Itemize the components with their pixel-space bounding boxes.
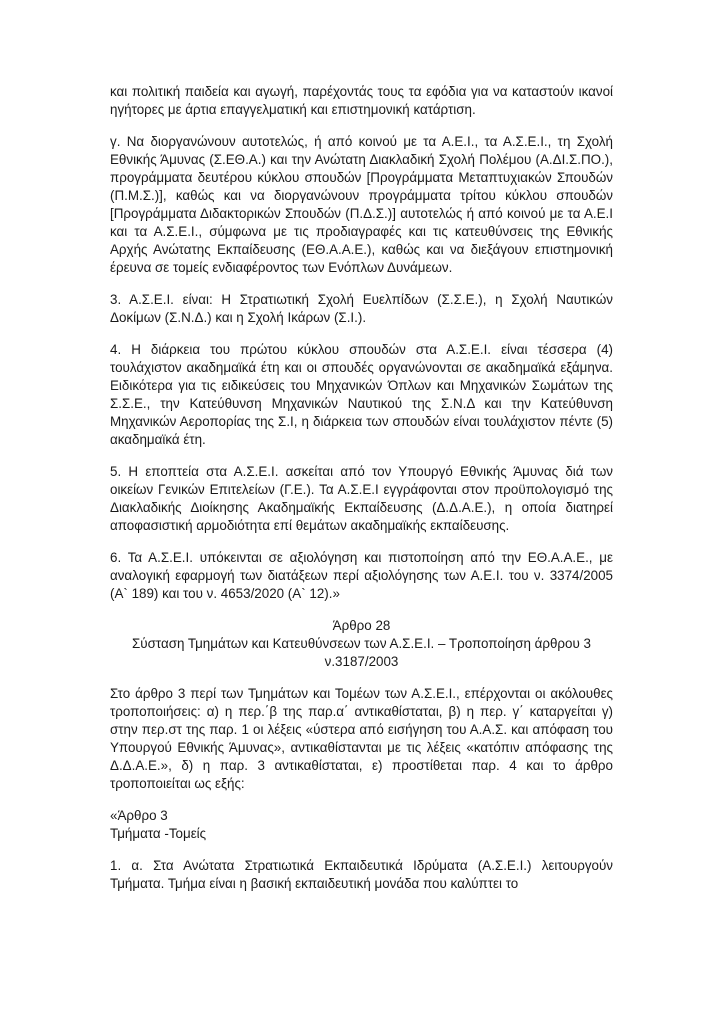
article-3-heading (110, 807, 613, 843)
paragraph-6: 6. Τα Α.Σ.Ε.Ι. υπόκεινται σε αξιολόγηση και πιστοποίηση από την ΕΘ.Α.Α.Ε., με αναλογική εφαρμογή των διατάξεων περί αξιολόγησης των Α.Ε.Ι. του ν. 3374/2005 (Α` 189) και του ν. 4653/2020 (Α` 12).» (110, 550, 613, 601)
amendment-paragraph: Στο άρθρο 3 περί των Τμημάτων και Τομέων των Α.Σ.Ε.Ι., επέρχονται οι ακόλουθες τροποποιήσεις: α) η περ.΄β της παρ.α΄ αντικαθίσταται, β) η περ. γ΄ καταργείται γ) στην περ.στ της παρ. 1 οι λέξεις «ύστερα από εισήγηση του Α.Α.Σ. και απόφαση του Υπουργού Εθνικής Άμυνας», αντικαθίστανται με τις λέξεις «κατόπιν απόφασης της Δ.Δ.Α.Ε.», δ) η παρ. 3 αντικαθίσταται, ε) προστίθεται παρ. 4 και το άρθρο τροποποιείται ως εξής: (110, 686, 613, 791)
paragraph-4: 4. Η διάρκεια του πρώτου κύκλου σπουδών στα Α.Σ.Ε.Ι. είναι τέσσερα (4) τουλάχιστον ακαδημαϊκά έτη και οι σπουδές οργανώνονται σε ακαδημαϊκά εξάμηνα. Ειδικότερα για τις ειδικεύσεις του Μηχανικών Όπλων και Μηχανικών Σωμάτων της Σ.Σ.Ε., την Κατεύθυνση Μηχανικών Ναυτικού της Σ.Ν.Δ και την Κατεύθυνση Μηχανικών Αεροπορίας της Σ.Ι, η διάρκεια των σπουδών είναι τουλάχιστον πέντε (5) ακαδημαϊκά έτη. (110, 342, 613, 447)
article-title-line-1: Σύσταση Τμημάτων και Κατευθύνσεων των Α.Σ.Ε.Ι. – Τροποποίηση άρθρου 3 (131, 636, 591, 651)
article-28-heading (110, 617, 613, 671)
article-3-number: «Άρθρο 3 (110, 808, 168, 823)
article-3-title: Τμήματα -Τομείς (110, 826, 207, 841)
paragraph-1a: 1. α. Στα Ανώτατα Στρατιωτικά Εκπαιδευτικά Ιδρύματα (Α.Σ.Ε.Ι.) λειτουργούν Τμήματα. Τμήμα είναι η βασική εκπαιδευτική μονάδα που καλύπτει το (110, 858, 613, 891)
article-number: Άρθρο 28 (332, 618, 391, 633)
paragraph-5: 5. Η εποπτεία στα Α.Σ.Ε.Ι. ασκείται από τον Υπουργό Εθνικής Άμυνας διά των οικείων Γενικών Επιτελείων (Γ.Ε.). Τα Α.Σ.Ε.Ι εγγράφονται στον προϋπολογισμό της Διακλαδικής Διοίκησης Ακαδημαϊκής Εκπαίδευσης (Δ.Δ.Α.Ε.), η οποία διατηρεί αποφασιστική αρμοδιότητα επί θεμάτων ακαδημαϊκής εκπαίδευσης. (110, 464, 613, 533)
paragraph-3: 3. Α.Σ.Ε.Ι. είναι: Η Στρατιωτική Σχολή Ευελπίδων (Σ.Σ.Ε.), η Σχολή Ναυτικών Δοκίμων (Σ.Ν.Δ.) και η Σχολή Ικάρων (Σ.Ι.). (110, 292, 613, 325)
paragraph-continuation: και πολιτική παιδεία και αγωγή, παρέχοντάς τους τα εφόδια για να καταστούν ικανοί ηγήτορες με άρτια επαγγελματική και επιστημονική κατάρτιση. (110, 84, 613, 117)
article-title-line-2: ν.3187/2003 (324, 654, 399, 669)
paragraph-item-g: γ. Να διοργανώνουν αυτοτελώς, ή από κοινού με τα Α.Ε.Ι., τα Α.Σ.Ε.Ι., τη Σχολή Εθνικής Άμυνας (Σ.ΕΘ.Α.) και την Ανώτατη Διακλαδική Σχολή Πολέμου (Α.ΔΙ.Σ.ΠΟ.), προγράμματα δευτέρου κύκλου σπουδών [Προγράμματα Μεταπτυχιακών Σπουδών (Π.Μ.Σ.)], καθώς και να διοργανώνουν προγράμματα τρίτου κύκλου σπουδών [Προγράμματα Διδακτορικών Σπουδών (Π.Δ.Σ.)] αυτοτελώς ή από κοινού με τα Α.Ε.Ι και τα Α.Σ.Ε.Ι., σύμφωνα με τις προδιαγραφές και τις κατευθύνσεις της Εθνικής Αρχής Ανώτατης Εκπαίδευσης (ΕΘ.Α.Α.Ε.), καθώς και να διεξάγουν επιστημονική έρευνα σε τομείς ενδιαφέροντος των Ενόπλων Δυνάμεων. (110, 134, 613, 275)
